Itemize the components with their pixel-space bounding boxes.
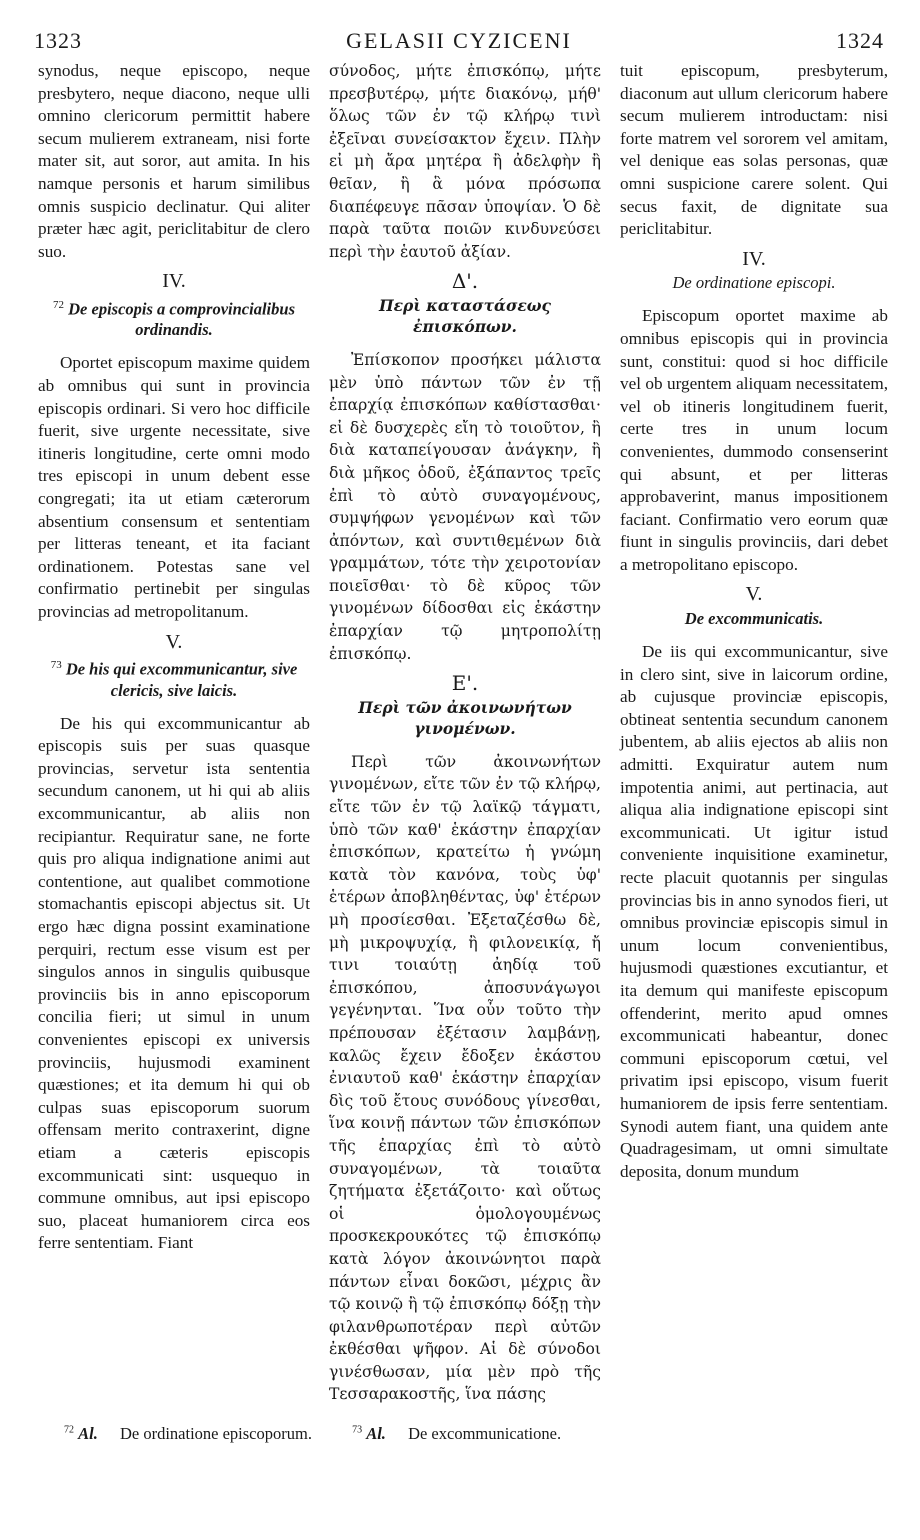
canon-text: Ἐπίσκοπον προσήκει μάλιστα μὲν ὑπὸ πάντων τῶν ἐν τῇ ἐπαρχίᾳ ἐπισκόπων καθίστασθαι· εἰ δὲ δυσχερὲς εἴη τὸ τοιοῦτον, ἢ διὰ καταπείγουσαν ἀνάγκην, ἢ διὰ μῆκος ὁδοῦ, ἐξάπαντος τρεῖς ἐπὶ τὸ αὐτὸ συναγομένους, συμψήφων γενομένων καὶ τῶν ἀπόντων, καὶ συντιθεμένων διὰ γραμμάτων, τότε τὴν χειροτονίαν ποιεῖσθαι· τὸ δὲ κῦρος τῶν γινομένων δίδοσθαι εἰς ἑκάστην ἐπαρχίαν τῷ μητροπολίτῃ ἐπισκόπῳ. <box>329 350 601 663</box>
canon-number: IV. <box>162 270 186 293</box>
canon-number: V. <box>165 630 183 653</box>
canon-text: Episcopum oportet maxime ab omnibus episcopis qui in provincia sunt, constitui: quod si hoc difficile vel ob urgentem aliquam necessitatem, vel ob itineris longitudinem fuerit, certe tres in unum locum convenientes, dummodo consenserint qui absunt, et per litteras approbaverint, manus impositionem faciant. Confirmatio vero eorum quæ fiunt in singulis provinciis, dari debet a metropolitano episcopo. <box>620 306 888 574</box>
running-header <box>34 28 884 58</box>
footnote-ref: 72 <box>53 298 64 311</box>
footnote-number: 72 <box>64 1424 74 1436</box>
greek-column <box>329 60 601 1406</box>
canon-text: Oportet episcopum maxime quidem ab omnibus qui sunt in provincia episcopis ordinari. Si vero hoc difficile fuerit, sive urgente necessitate, sive itineris longitudine, certe omni modo tres episcopi in unum debent esse congregati; ita ut etiam cæterorum absentium consensum et sententiam per litteras teneant, et ita faciant ordinationem. Potestas sane vel confirmatio pertinebit per singulas provincias ad metropolitanum. <box>38 353 310 621</box>
footnote-text: De excommunicatione. <box>408 1424 562 1443</box>
canon-title: De ordinatione episcopi. <box>672 273 836 293</box>
footnote-text: De ordinatione episcoporum. <box>119 1424 312 1443</box>
footnote <box>64 1424 330 1443</box>
canon-title: Περὶ τῶν ἀκοινωνήτων γινομένων. <box>358 697 572 738</box>
running-title: GELASII CYZICENI <box>346 28 572 53</box>
canon-text: De iis qui excommunicantur, sive in clero sint, sive in laicorum ordine, ab cujusque provinciæ episcopis, obtineat sententia secundum canonem jubentem, ab aliis ejectos ab aliis non admitti. Exquiratur autem num impotentia animi, aut pertinacia, aut aliqua alia indignatione episcopi sint excommunicati. Ut igitur istud conveniente inquisitione examinetur, recte placuit quotannis per singulas provincias bis in anno synodos fieri, ut omnibus provinciæ episcopis simul in unum locum convenientibus, hujusmodi quæstiones excutiantur, et ita demum qui manifeste episcopum offenderint, merito apud omnes excommunicati habeantur, donec communi episcoporum cœtui, vel privatim ipsi episcopo, visum fuerit humaniorem de ipsis ferre sententiam. Synodi autem fiant, una quidem ante Quadragesimam, ut omni simultate deposita, donum mundum <box>620 642 888 1181</box>
canon-text: De his qui excommunicantur ab episcopis suis per suas quasque provincias, servetur ista sententia secundum canonem, ut hi qui ab aliis excommunicantur, ab aliis non recipiantur. Requiratur sane, ne forte quis pro aliqua indignatione animi aut contentione, aut qualibet commotione stomachantis episcopi abjectus sit. Ut ergo hæc digna possint examinatione perquiri, rectum esse visum est per singulos annos in singulis quibusque provinciis bis in anno episcoporum concilia fieri; ut simul in unum convenientes episcopi ex universis provinciis, hujusmodi examinent quæstiones; et ita demum hi qui ob culpas suas episcoporum suorum offensam merito contraxerint, digne etiam a cæteris episcopis excommunicati sint: usquequo in commune omnibus, aut ipsi episcopo suo, placeat humaniorem circa eos ferre sententiam. Fiant <box>38 713 310 1253</box>
footnote <box>352 1424 579 1443</box>
continued-text: synodus, neque episcopo, neque presbytero, neque diacono, neque ulli omnino clericorum permittit habere secum mulierem extraneam, nisi forte mater sit, aut soror, aut amita. In his namque personis et harum similibus omnis suspicio declinatur. Qui aliter præter hæc agit, periclitabitur de clero suo. <box>38 61 310 261</box>
canon-number: V. <box>745 583 763 606</box>
latin-column-right <box>620 60 888 1183</box>
continued-text: σύνοδος, μήτε ἐπισκόπῳ, μήτε πρεσβυτέρῳ, μήτε διακόνῳ, μήθ' ὅλως τῶν ἐν τῷ κλήρῳ τινὶ ἐξεῖναι συνείσακτον ἔχειν. Πλὴν εἰ μὴ ἄρα μητέρα ἢ ἀδελφὴν ἢ θεῖαν, ἢ ἃ μόνα πρόσωπα διαπέφευγε πᾶσαν ὑποψίαν. Ὁ δὲ παρὰ ταῦτα ποιῶν κινδυνεύσει περὶ τὴν ἑαυτοῦ ἀξίαν. <box>329 62 601 261</box>
canon-title-text: De episcopis a comprovincialibus ordinandis. <box>68 299 295 340</box>
canon-title-text: De his qui excommunicantur, sive clericis, sive laicis. <box>65 659 298 700</box>
continued-text: tuit episcopum, presbyterum, diaconum aut ullum clericorum habere secum mulierem introductam: nisi forte matrem vel sororem vel amitam, vel denique eas solas personas, quæ omni suspicione carere solent. Qui secus faxit, de dignitate sua periclitabitur. <box>620 61 888 239</box>
canon-title: De excommunicatis. <box>684 609 824 629</box>
canon-number: Δ'. <box>451 269 479 294</box>
canon-title: Περὶ καταστάσεως ἐπισκόπων. <box>378 295 551 336</box>
page-number-left: 1323 <box>34 28 82 53</box>
footnote-ref: 73 <box>50 659 62 672</box>
canon-title <box>38 655 310 701</box>
latin-column-left <box>38 60 310 1255</box>
page-number-right: 1324 <box>836 28 884 53</box>
footnote-al: Al. <box>78 1424 98 1443</box>
canon-title <box>38 295 310 341</box>
canon-text: Περὶ τῶν ἀκοινωνήτων γινομένων, εἴτε τῶν ἐν τῷ κλήρῳ, εἴτε τῶν ἐν τῷ λαϊκῷ τάγματι, ὑπὸ τῶν καθ' ἑκάστην ἐπαρχίαν ἐπισκόπων, κρατείτω ἡ γνώμη κατὰ τὸν κανόνα, τοὺς ὑφ' ἑτέρων ἀποβληθέντας, ὑφ' ἑτέρων μὴ προσίεσθαι. Ἐξεταζέσθω δὲ, μὴ μικροψυχίᾳ, ἢ φιλονεικίᾳ, ἤ τινι τοιαύτῃ ἀηδίᾳ τοῦ ἐπισκόπου, ἀποσυνάγωγοι γεγένηνται. Ἵνα οὖν τοῦτο τὴν πρέπουσαν ἐξέτασιν λαμβάνῃ, καλῶς ἔχειν ἔδοξεν ἑκάστου ἐνιαυτοῦ καθ' ἑκάστην ἐπαρχίαν δὶς τοῦ ἔτους συνόδους γίνεσθαι, ἵνα κοινῇ πάντων τῶν ἐπισκόπων τῆς ἐπαρχίας ἐπὶ τὸ αὐτὸ συναγομένων, τὰ τοιαῦτα ζητήματα ἐξετάζοιτο· καὶ οὕτως οἱ ὁμολογουμένως προσκεκρουκότες τῷ ἐπισκόπῳ κατὰ λόγον ἀκοινώνητοι παρὰ πάντων εἶναι δοκῶσι, μέχρις ἂν τῷ κοινῷ ἢ τῷ ἐπισκόπῳ δόξῃ τὴν φιλανθρωποτέραν περὶ αὐτῶν ἐκθέσθαι ψῆφον. Αἱ δὲ σύνοδοι γινέσθωσαν, μία μὲν πρὸ τῆς Τεσσαρακοστῆς, ἵνα πάσης <box>329 752 601 1404</box>
footnote-number: 73 <box>352 1424 363 1436</box>
canon-number: IV. <box>742 247 766 270</box>
canon-number: Ε'. <box>451 671 479 696</box>
footnotes <box>64 1424 880 1444</box>
footnote-al: Al. <box>366 1424 386 1443</box>
